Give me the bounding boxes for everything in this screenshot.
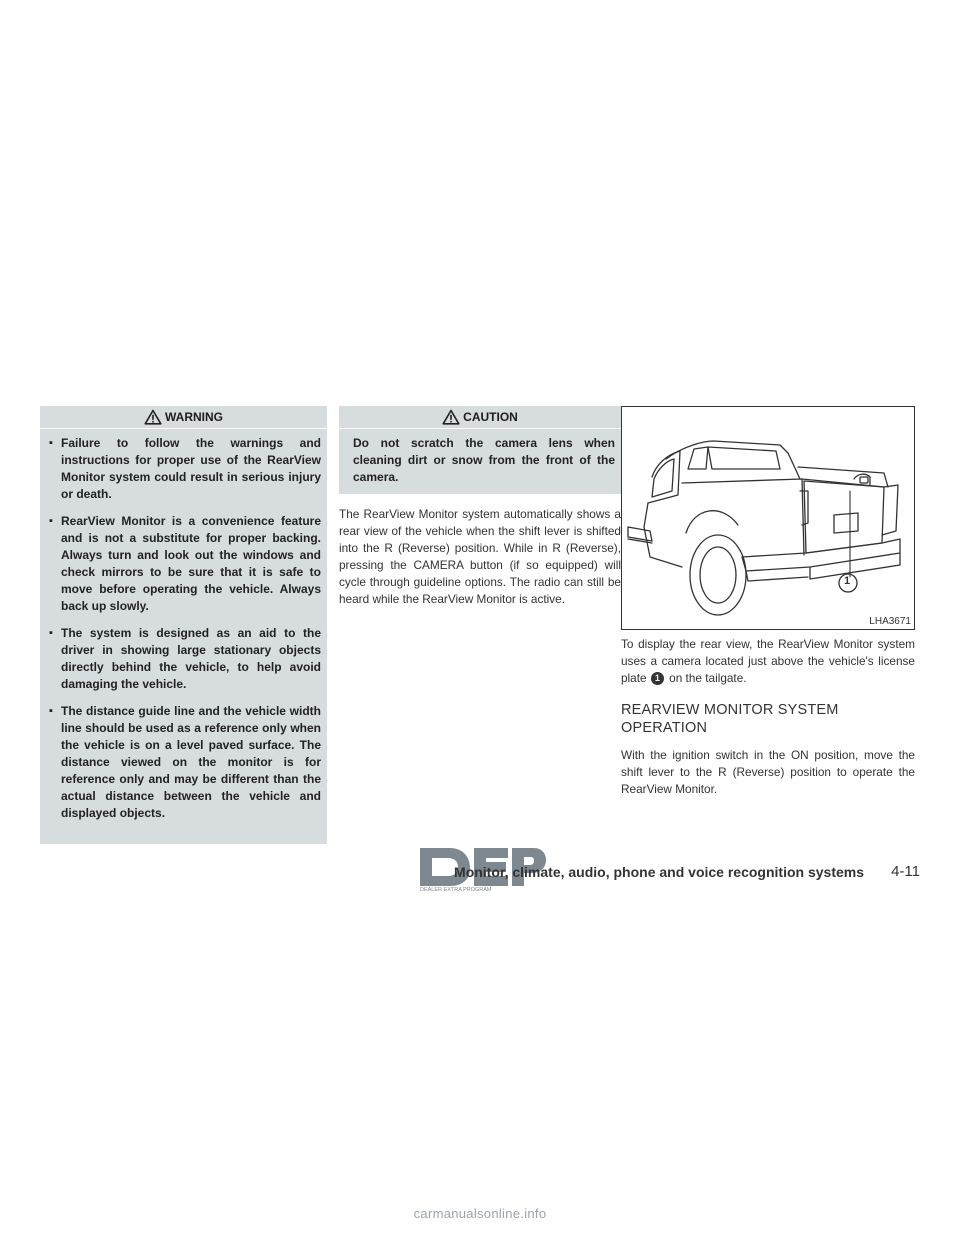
- section-heading: REARVIEW MONITOR SYSTEM OPERATION: [621, 702, 839, 736]
- truck-camera-figure: [621, 406, 915, 630]
- page-footer: [412, 846, 924, 892]
- dep-logo-subtext: DEALER EXTRA PROGRAM: [420, 887, 492, 892]
- warning-header: [40, 406, 327, 429]
- warning-icon: [144, 409, 162, 425]
- caution-icon: [442, 409, 460, 425]
- footer-chapter-title: Monitor, climate, audio, phone and voice recognition systems: [454, 864, 864, 880]
- warning-list: [40, 429, 327, 822]
- warning-item-aid: ▪ The system is designed as an aid to the driver in showing large stationary objects directly behind the vehicle, to help avoid damaging the vehicle.: [50, 625, 321, 693]
- figure-code: LHA3671: [869, 616, 911, 627]
- camera-location-text: [621, 636, 915, 687]
- warning-item-failure: ▪ Failure to follow the warnings and instructions for proper use of the RearView Monitor system could result in serious injury or death.: [50, 435, 321, 503]
- warning-box: [40, 406, 327, 844]
- callout-1-icon: 1: [651, 672, 664, 685]
- middle-column: [339, 406, 621, 608]
- left-column: [40, 406, 327, 844]
- caution-text: Do not scratch the camera lens when cleaning dirt or snow from the front of the camera.: [353, 436, 615, 484]
- warning-item-convenience: ▪ RearView Monitor is a convenience feature and is not a substitute for proper backing. Always turn and look out the windows and check mirrors to be sure that it is safe to move before operating the vehicle. Always back up slowly.: [50, 513, 321, 615]
- watermark: carmanualsonline.info: [413, 1206, 547, 1221]
- pickup-truck-illustration: [622, 407, 914, 629]
- footer-page-number: 4-11: [891, 863, 920, 880]
- camera-location-before: To display the rear view, the RearView Monitor system uses a camera located just above the vehicle's license plate: [621, 637, 915, 685]
- right-column: [621, 406, 915, 798]
- camera-location-after: on the tailgate.: [669, 671, 747, 685]
- caution-header: [339, 406, 621, 429]
- warning-title: WARNING: [165, 410, 223, 424]
- operation-text: With the ignition switch in the ON position, move the shift lever to the R (Reverse) position to operate the RearView Monitor.: [621, 748, 915, 796]
- caution-box: [339, 406, 621, 494]
- warning-item-guide-line: ▪ The distance guide line and the vehicle width line should be used as a reference only when the vehicle is on a level paved surface. The distance viewed on the monitor is for reference only and may be different than the actual distance between the vehicle and displayed objects.: [50, 703, 321, 822]
- caution-title: CAUTION: [463, 410, 518, 424]
- figure-callout-label: 1: [844, 575, 851, 587]
- rearview-description: The RearView Monitor system automatically shows a rear view of the vehicle when the shift lever is shifted into the R (Reverse) position. While in R (Reverse), pressing the CAMERA button (if so equipped) will cycle through guideline options. The radio can still be heard while the RearView Monitor is active.: [339, 507, 621, 606]
